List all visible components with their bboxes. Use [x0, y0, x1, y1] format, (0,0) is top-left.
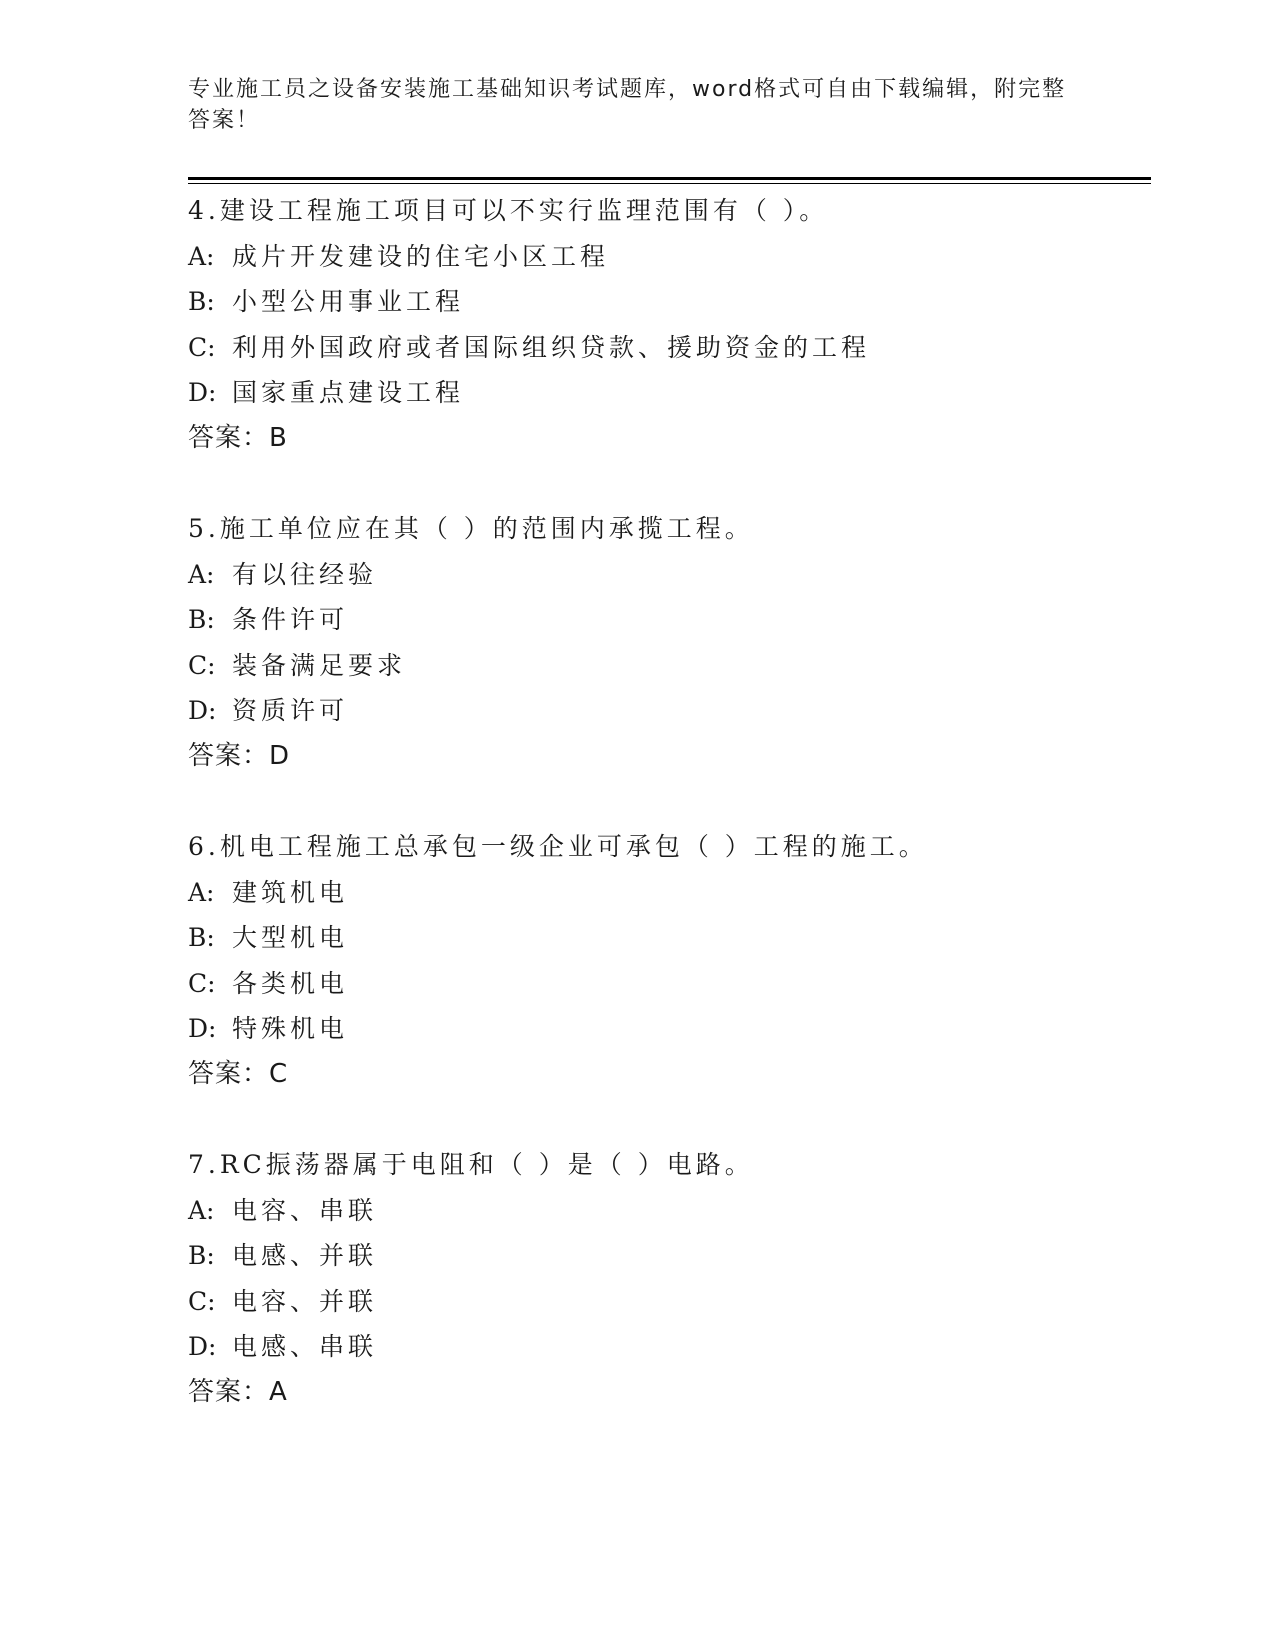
option-key: C: — [188, 650, 216, 680]
answer-value: D — [269, 740, 291, 771]
option-key: A: — [188, 241, 215, 271]
option-key: A: — [188, 877, 215, 907]
option-key: B: — [188, 287, 215, 316]
option-key: C: — [188, 968, 216, 998]
option-key: B: — [188, 1241, 215, 1270]
option-text: 电容、并联 — [232, 1286, 378, 1316]
question-6 — [188, 824, 1151, 1097]
option-key: B: — [188, 605, 215, 634]
option-key: A: — [188, 1195, 215, 1225]
option-key: C: — [188, 1286, 216, 1316]
question-stem: 7.RC振荡器属于电阻和（ ）是（ ）电路。 — [188, 1150, 754, 1179]
option-text: 利用外国政府或者国际组织贷款、援助资金的工程 — [232, 332, 871, 362]
option-text: 小型公用事业工程 — [232, 287, 465, 316]
question-stem: 5.施工单位应在其（ ）的范围内承揽工程。 — [188, 514, 754, 543]
option-key: C: — [188, 332, 216, 362]
option-b — [188, 1233, 1151, 1279]
option-text: 特殊机电 — [232, 1014, 349, 1043]
option-text: 各类机电 — [232, 968, 349, 998]
question-list — [188, 188, 1151, 1460]
option-d — [188, 370, 1151, 416]
question-stem: 6.机电工程施工总承包一级企业可承包（ ）工程的施工。 — [188, 832, 928, 861]
option-text: 大型机电 — [232, 923, 349, 952]
option-b — [188, 597, 1151, 643]
option-text: 电感、串联 — [232, 1332, 378, 1361]
answer-line — [188, 734, 1151, 780]
header-rule-thin — [188, 183, 1151, 184]
option-key: D: — [188, 1332, 217, 1361]
option-b — [188, 915, 1151, 961]
option-key: A: — [188, 559, 215, 589]
option-text: 条件许可 — [232, 605, 349, 634]
option-c — [188, 961, 1151, 1007]
question-5 — [188, 506, 1151, 779]
option-d — [188, 1006, 1151, 1052]
question-stem: 4.建设工程施工项目可以不实行监理范围有（ ）。 — [188, 196, 829, 225]
option-d — [188, 688, 1151, 734]
answer-line — [188, 416, 1151, 462]
option-c — [188, 325, 1151, 371]
answer-value: B — [269, 422, 288, 453]
option-text: 成片开发建设的住宅小区工程 — [232, 241, 610, 271]
option-text: 有以往经验 — [232, 559, 378, 589]
answer-label: 答案： — [188, 1376, 270, 1407]
option-text: 资质许可 — [232, 696, 349, 725]
option-c — [188, 643, 1151, 689]
document-header: 专业施工员之设备安装施工基础知识考试题库，word格式可自由下载编辑，附完整答案！ — [188, 77, 1067, 133]
question-7 — [188, 1142, 1151, 1415]
option-c — [188, 1279, 1151, 1325]
option-key: D: — [188, 696, 217, 725]
answer-label: 答案： — [188, 740, 270, 771]
option-a — [188, 1188, 1151, 1234]
answer-value: A — [269, 1376, 288, 1407]
option-a — [188, 870, 1151, 916]
option-a — [188, 234, 1151, 280]
option-key: D: — [188, 1014, 217, 1043]
option-text: 电感、并联 — [232, 1241, 378, 1270]
option-key: D: — [188, 378, 217, 407]
answer-label: 答案： — [188, 1058, 270, 1089]
option-text: 电容、串联 — [232, 1195, 378, 1225]
option-a — [188, 552, 1151, 598]
header-rule-thick — [188, 177, 1151, 180]
answer-line — [188, 1370, 1151, 1416]
answer-line — [188, 1052, 1151, 1098]
option-b — [188, 279, 1151, 325]
option-text: 国家重点建设工程 — [232, 378, 465, 407]
answer-value: C — [269, 1058, 289, 1089]
question-4 — [188, 188, 1151, 461]
option-text: 装备满足要求 — [232, 650, 407, 680]
answer-label: 答案： — [188, 422, 270, 453]
option-text: 建筑机电 — [232, 877, 349, 907]
option-key: B: — [188, 923, 215, 952]
option-d — [188, 1324, 1151, 1370]
